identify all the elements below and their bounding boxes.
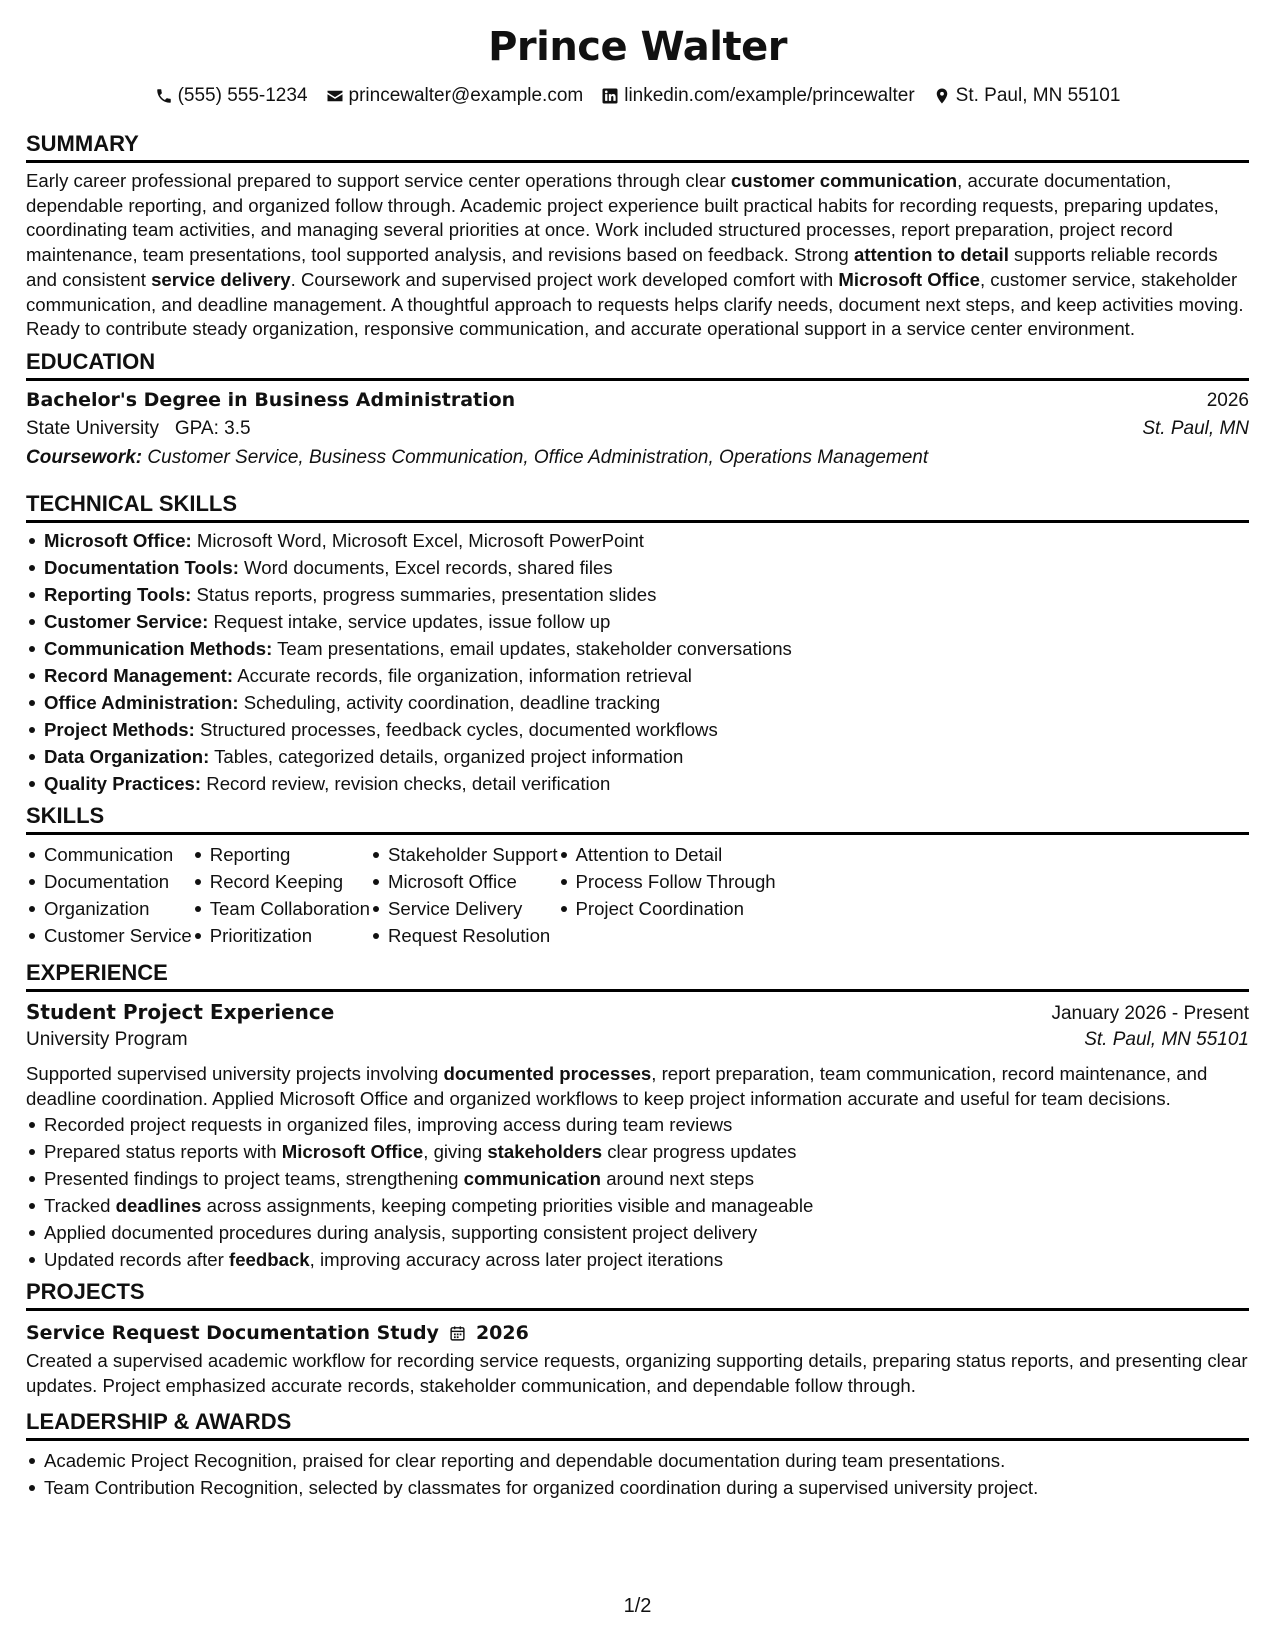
section-title: TECHNICAL SKILLS xyxy=(26,490,1249,523)
school-name: State University xyxy=(26,418,160,439)
skill-item: Team Collaboration xyxy=(192,895,370,922)
section-title: SKILLS xyxy=(26,802,1249,835)
degree-row xyxy=(26,389,1249,417)
skill-category: Project Methods: xyxy=(44,719,195,740)
skill-category: Reporting Tools: xyxy=(44,584,192,605)
org-location: St. Paul, MN 55101 xyxy=(1084,1029,1249,1050)
phone-text: (555) 555-1234 xyxy=(177,85,308,106)
skill-item: Microsoft Office xyxy=(370,868,558,895)
technical-skill-item xyxy=(26,608,1249,635)
school-info xyxy=(26,418,251,440)
award-item: Academic Project Recognition, praised for clear reporting and dependable documentation during team presentations. xyxy=(26,1447,1249,1474)
project-description: Created a supervised academic workflow for recording service requests, organizing supporting details, preparing status reports, and presenting clear updates. Project emphasized accurate records, stakeholder communication, and dependable follow through. xyxy=(26,1350,1248,1396)
skills-column xyxy=(26,841,192,949)
section-title: EXPERIENCE xyxy=(26,959,1249,992)
emphasis-text: feedback xyxy=(229,1249,310,1271)
leadership-section xyxy=(26,1408,1249,1501)
text-run: Updated records after xyxy=(44,1249,230,1271)
coursework-list: Customer Service, Business Communication, Office Administration, Operations Management xyxy=(147,447,929,468)
skill-item: Reporting xyxy=(192,841,370,868)
skill-item: Stakeholder Support xyxy=(370,841,558,868)
emphasis-text: communication xyxy=(463,1168,602,1190)
section-title: LEADERSHIP & AWARDS xyxy=(26,1408,1249,1441)
skills-grid xyxy=(26,841,1249,949)
skill-category: Microsoft Office: xyxy=(44,530,192,551)
emphasis-text: deadlines xyxy=(115,1195,202,1217)
contact-location xyxy=(933,85,1121,107)
technical-skill-item xyxy=(26,689,1249,716)
skill-category: Record Management: xyxy=(44,665,234,686)
skill-detail: Record review, revision checks, detail verification xyxy=(201,773,611,794)
contact-bar xyxy=(26,83,1249,109)
skills-section xyxy=(26,802,1249,949)
technical-skill-item xyxy=(26,662,1249,689)
text-run: Applied documented procedures during analysis, supporting consistent project delivery xyxy=(44,1222,758,1244)
technical-skill-item xyxy=(26,716,1249,743)
degree-year: 2026 xyxy=(1206,390,1249,411)
technical-skill-item xyxy=(26,554,1249,581)
skill-item: Documentation xyxy=(26,868,192,895)
text-run: , report preparation, team communication, record maintenance, and deadline coordination. Applied Microsoft Office and organized workflows to keep project information accurate and useful for team decisions. xyxy=(26,1063,1208,1109)
section-title: EDUCATION xyxy=(26,348,1249,381)
linkedin-text: linkedin.com/example/princewalter xyxy=(624,85,915,106)
coursework-row xyxy=(26,447,1249,476)
skill-category: Documentation Tools: xyxy=(44,557,239,578)
summary-section xyxy=(26,130,1249,342)
technical-skill-item xyxy=(26,770,1249,797)
skill-detail: Team presentations, email updates, stakeholder conversations xyxy=(272,638,792,659)
text-run: Early career professional prepared to support service center operations through clear xyxy=(26,170,731,191)
skill-item: Service Delivery xyxy=(370,895,558,922)
technical-skills-list xyxy=(26,527,1249,797)
skill-category: Customer Service: xyxy=(44,611,209,632)
coursework-label: Coursework: xyxy=(26,447,143,468)
emphasis-text: stakeholders xyxy=(487,1141,603,1163)
leadership-list xyxy=(26,1447,1249,1501)
skill-detail: Microsoft Word, Microsoft Excel, Microsoft PowerPoint xyxy=(191,530,644,551)
skill-category: Communication Methods: xyxy=(44,638,273,659)
text-run: around next steps xyxy=(601,1168,755,1190)
emphasis-text: Microsoft Office xyxy=(281,1141,424,1163)
skill-detail: Accurate records, file organization, information retrieval xyxy=(233,665,692,686)
text-run: Presented findings to project teams, strengthening xyxy=(44,1168,464,1190)
text-run: Prepared status reports with xyxy=(44,1141,282,1163)
section-title: PROJECTS xyxy=(26,1278,1249,1311)
skill-detail: Scheduling, activity coordination, deadline tracking xyxy=(238,692,661,713)
experience-bullet xyxy=(26,1192,1249,1219)
experience-bullet xyxy=(26,1246,1249,1273)
project-year: 2026 xyxy=(475,1322,529,1344)
phone-icon xyxy=(155,87,173,105)
emphasis-text: service delivery xyxy=(151,268,291,290)
text-run: Tracked xyxy=(44,1195,116,1217)
candidate-name: Prince Walter xyxy=(488,24,787,70)
technical-skills-section xyxy=(26,490,1249,797)
technical-skill-item xyxy=(26,581,1249,608)
text-run: across assignments, keeping competing priorities visible and manageable xyxy=(201,1195,814,1217)
section-title: SUMMARY xyxy=(26,130,1249,163)
technical-skill-item xyxy=(26,527,1249,554)
skill-item: Process Follow Through xyxy=(558,868,776,895)
skill-item: Attention to Detail xyxy=(558,841,776,868)
technical-skill-item xyxy=(26,743,1249,770)
contact-linkedin[interactable] xyxy=(601,85,914,107)
emphasis-text: attention to detail xyxy=(853,244,1009,266)
projects-section xyxy=(26,1278,1249,1398)
org-row xyxy=(26,1029,1249,1059)
org-name: University Program xyxy=(26,1029,188,1050)
resume-page xyxy=(26,0,1249,1498)
technical-skill-item xyxy=(26,635,1249,662)
skills-column xyxy=(192,841,370,949)
skill-category: Quality Practices: xyxy=(44,773,202,794)
linkedin-icon xyxy=(601,87,619,105)
school-row xyxy=(26,418,1249,447)
text-run: , improving accuracy across later project iterations xyxy=(309,1249,723,1271)
skills-column xyxy=(370,841,558,949)
experience-bullet xyxy=(26,1138,1249,1165)
project-header xyxy=(26,1319,1249,1347)
location-text: St. Paul, MN 55101 xyxy=(955,85,1121,106)
email-text: princewalter@example.com xyxy=(348,85,584,106)
emphasis-text: customer communication xyxy=(730,170,958,191)
text-run: Supported supervised university projects involving xyxy=(26,1063,444,1084)
degree-title: Bachelor's Degree in Business Administration xyxy=(26,389,516,411)
text-run: clear progress updates xyxy=(602,1141,797,1163)
skills-column xyxy=(558,841,776,949)
text-run: , giving xyxy=(423,1141,488,1163)
summary-paragraph xyxy=(26,169,1249,342)
map-pin-icon xyxy=(933,87,951,105)
skill-category: Office Administration: xyxy=(44,692,239,713)
role-row xyxy=(26,1000,1249,1029)
skill-detail: Status reports, progress summaries, presentation slides xyxy=(191,584,657,605)
contact-phone xyxy=(155,85,308,107)
education-section xyxy=(26,348,1249,476)
experience-bullet xyxy=(26,1111,1249,1138)
contact-email[interactable] xyxy=(326,85,584,107)
text-run: . Coursework and supervised project work developed comfort with xyxy=(290,268,839,290)
envelope-icon xyxy=(326,87,344,105)
school-gpa: GPA: 3.5 xyxy=(174,418,251,439)
page-number: 1/2 xyxy=(623,1595,652,1617)
experience-bullet xyxy=(26,1219,1249,1246)
experience-section xyxy=(26,959,1249,1273)
text-run: , customer service, stakeholder communication, and deadline management. A thoughtful approach to requests helps clarify needs, document next steps, and keep activities moving. Ready to contribute steady organization, responsive communication, and accurate operational support in a service center environment. xyxy=(26,268,1244,340)
skill-item: Customer Service xyxy=(26,922,192,949)
text-run: Recorded project requests in organized files, improving access during team reviews xyxy=(44,1114,733,1136)
skill-item: Prioritization xyxy=(192,922,370,949)
calendar-icon xyxy=(449,1325,466,1342)
text-run: , accurate documentation, dependable reporting, and organized follow through. Academic project experience built practical habits for recording requests, preparing updates, coordinating team activities, and managing several priorities at once. Work included structured processes, report preparation, project record maintenance, team presentations, tool supported analysis, and revisions based on feedback. Strong xyxy=(26,170,1219,266)
skill-item: Communication xyxy=(26,841,192,868)
skill-item: Request Resolution xyxy=(370,922,558,949)
emphasis-text: documented processes xyxy=(443,1063,652,1084)
skill-detail: Structured processes, feedback cycles, documented workflows xyxy=(194,719,718,740)
skill-detail: Request intake, service updates, issue follow up xyxy=(208,611,611,632)
role-title: Student Project Experience xyxy=(26,1000,335,1024)
skill-item: Project Coordination xyxy=(558,895,776,922)
skill-category: Data Organization: xyxy=(44,746,210,767)
text-run: supports reliable records and consistent xyxy=(26,244,1218,290)
experience-bullet xyxy=(26,1165,1249,1192)
skill-detail: Tables, categorized details, organized project information xyxy=(209,746,684,767)
experience-bullets xyxy=(26,1111,1249,1273)
role-dates: January 2026 - Present xyxy=(1051,1003,1249,1024)
skill-detail: Word documents, Excel records, shared files xyxy=(238,557,613,578)
experience-summary xyxy=(26,1062,1249,1111)
project-name: Service Request Documentation Study xyxy=(26,1322,439,1344)
skill-item: Organization xyxy=(26,895,192,922)
school-location: St. Paul, MN xyxy=(1142,418,1249,439)
skill-item: Record Keeping xyxy=(192,868,370,895)
award-item: Team Contribution Recognition, selected by classmates for organized coordination during a supervised university project. xyxy=(26,1474,1249,1501)
emphasis-text: Microsoft Office xyxy=(838,268,980,290)
